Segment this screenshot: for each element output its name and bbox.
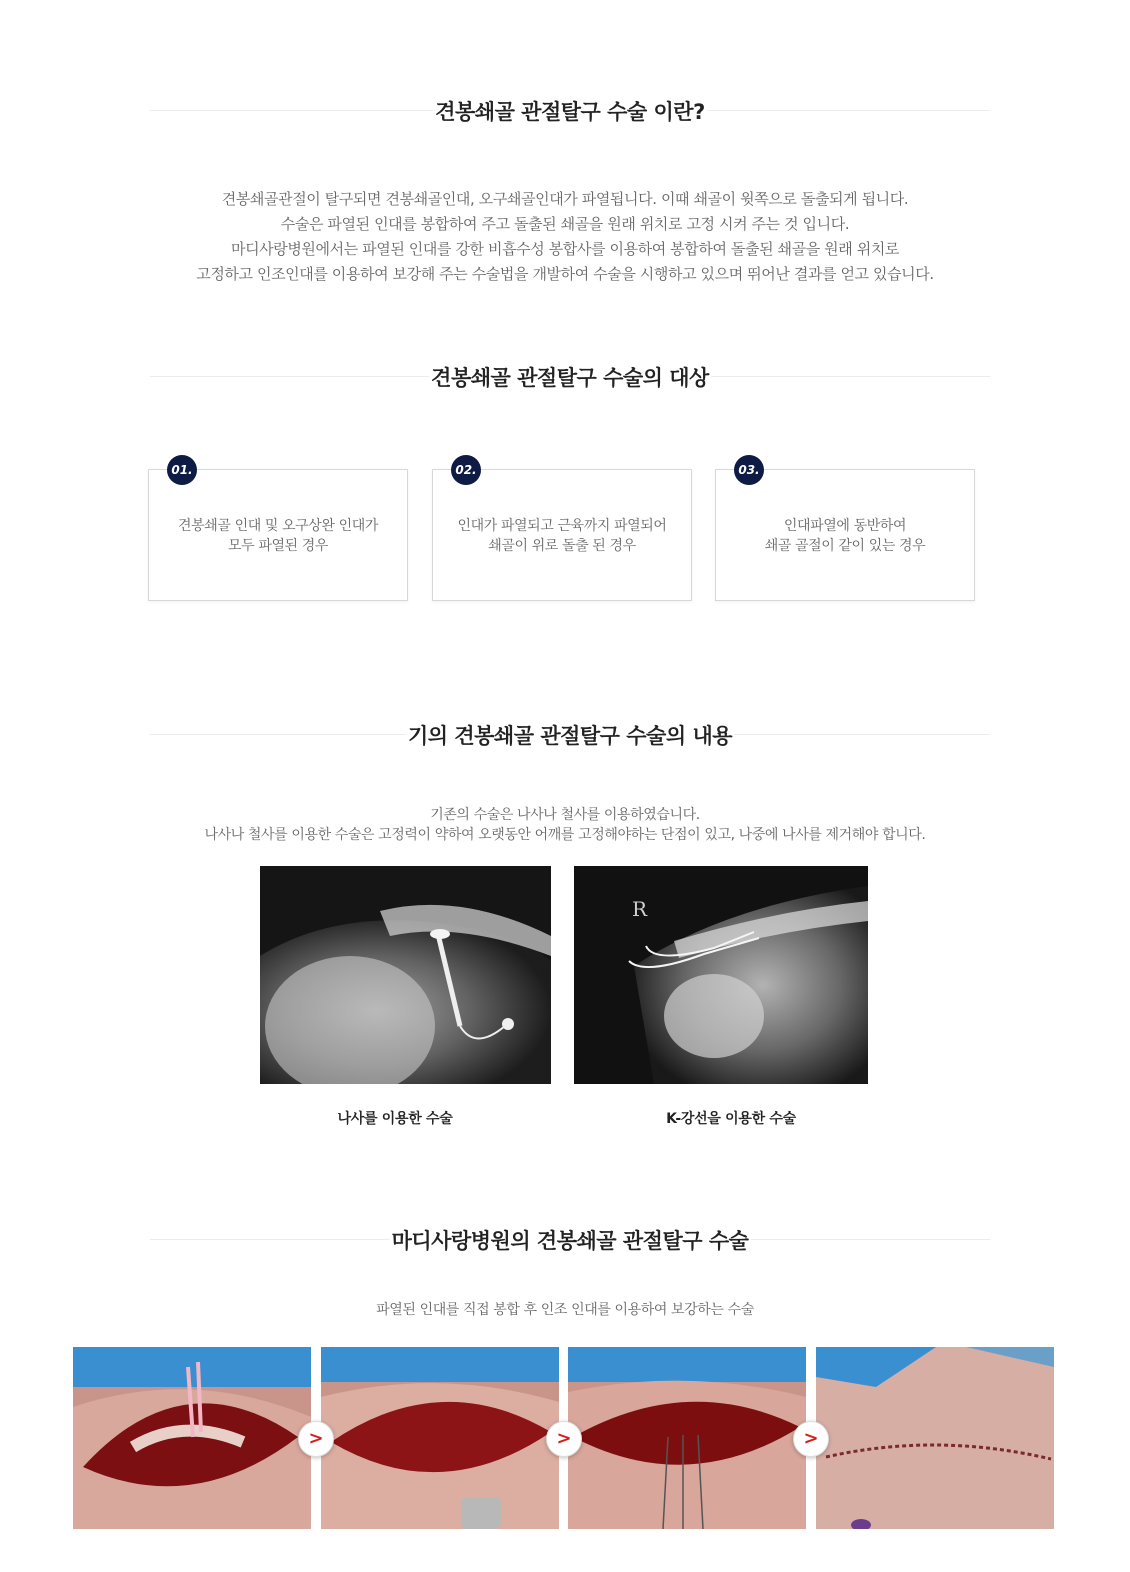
paragraph-line: 나사나 철사를 이용한 수술은 고정력이 약하여 오랫동안 어깨를 고정해야하는 단점이 있고, 나중에 나사를 제거해야 합니다. xyxy=(204,827,926,843)
card-line: 쇄골이 위로 돌출 된 경우 xyxy=(488,538,636,554)
section-title-targets xyxy=(150,362,990,392)
card-number-badge: 01. xyxy=(167,455,197,485)
target-card-3 xyxy=(715,463,975,601)
next-arrow-icon[interactable]: > xyxy=(793,1421,829,1457)
xray-side-marker: R xyxy=(632,897,648,921)
card-line: 모두 파열된 경우 xyxy=(228,538,328,554)
surgery-photo-2 xyxy=(321,1347,559,1529)
xray-kwire-image xyxy=(574,866,868,1084)
section-title-existing-surgery xyxy=(150,720,990,750)
existing-surgery-paragraph xyxy=(0,805,1130,845)
surgery-photo-4 xyxy=(816,1347,1054,1529)
madi-surgery-subtitle: 파열된 인대를 직접 봉합 후 인조 인대를 이용하여 보강하는 수술 xyxy=(376,1302,754,1318)
caption-kwire: K-강선을 이용한 수술 xyxy=(666,1111,796,1127)
card-number-badge: 03. xyxy=(734,455,764,485)
section-title-text: 견봉쇄골 관절탈구 수술 이란? xyxy=(433,96,707,126)
intro-line: 견봉쇄골관절이 탈구되면 견봉쇄골인대, 오구쇄골인대가 파열됩니다. 이때 쇄골이 윗쪽으로 돌출되게 됩니다. xyxy=(221,190,909,208)
paragraph-line: 기존의 수술은 나사나 철사를 이용하였습니다. xyxy=(430,807,700,823)
section-title-text: 견봉쇄골 관절탈구 수술의 대상 xyxy=(429,362,711,392)
intro-line: 고정하고 인조인대를 이용하여 보강해 주는 수술법을 개발하여 수술을 시행하고 있으며 뛰어난 결과를 얻고 있습니다. xyxy=(196,265,934,283)
next-arrow-icon[interactable]: > xyxy=(546,1421,582,1457)
card-text xyxy=(433,516,691,556)
intro-line: 마디사랑병원에서는 파열된 인대를 강한 비흡수성 봉합사를 이용하여 봉합하여 돌출된 쇄골을 원래 위치로 xyxy=(230,240,899,258)
card-line: 쇄골 골절이 같이 있는 경우 xyxy=(764,538,926,554)
target-card-1 xyxy=(148,463,408,601)
surgery-photo-3 xyxy=(568,1347,806,1529)
card-line: 인대가 파열되고 근육까지 파열되어 xyxy=(457,518,667,534)
section-title-text: 마디사랑병원의 견봉쇄골 관절탈구 수술 xyxy=(390,1225,751,1255)
section-title-madi-surgery xyxy=(150,1225,990,1255)
card-text xyxy=(716,516,974,556)
section-title-what-is xyxy=(150,96,990,126)
intro-paragraph xyxy=(0,187,1130,287)
next-arrow-icon[interactable]: > xyxy=(298,1421,334,1457)
card-line: 견봉쇄골 인대 및 오구상완 인대가 xyxy=(178,518,378,534)
caption-screw: 나사를 이용한 수술 xyxy=(337,1111,453,1127)
target-card-2 xyxy=(432,463,692,601)
xray-screw-image xyxy=(260,866,551,1084)
section-title-text: 기의 견봉쇄골 관절탈구 수술의 내용 xyxy=(406,720,734,750)
card-line: 인대파열에 동반하여 xyxy=(783,518,907,534)
surgery-photo-1 xyxy=(73,1347,311,1529)
intro-line: 수술은 파열된 인대를 봉합하여 주고 돌출된 쇄골을 원래 위치로 고정 시켜 주는 것 입니다. xyxy=(280,215,850,233)
card-number-badge: 02. xyxy=(451,455,481,485)
card-text xyxy=(149,516,407,556)
